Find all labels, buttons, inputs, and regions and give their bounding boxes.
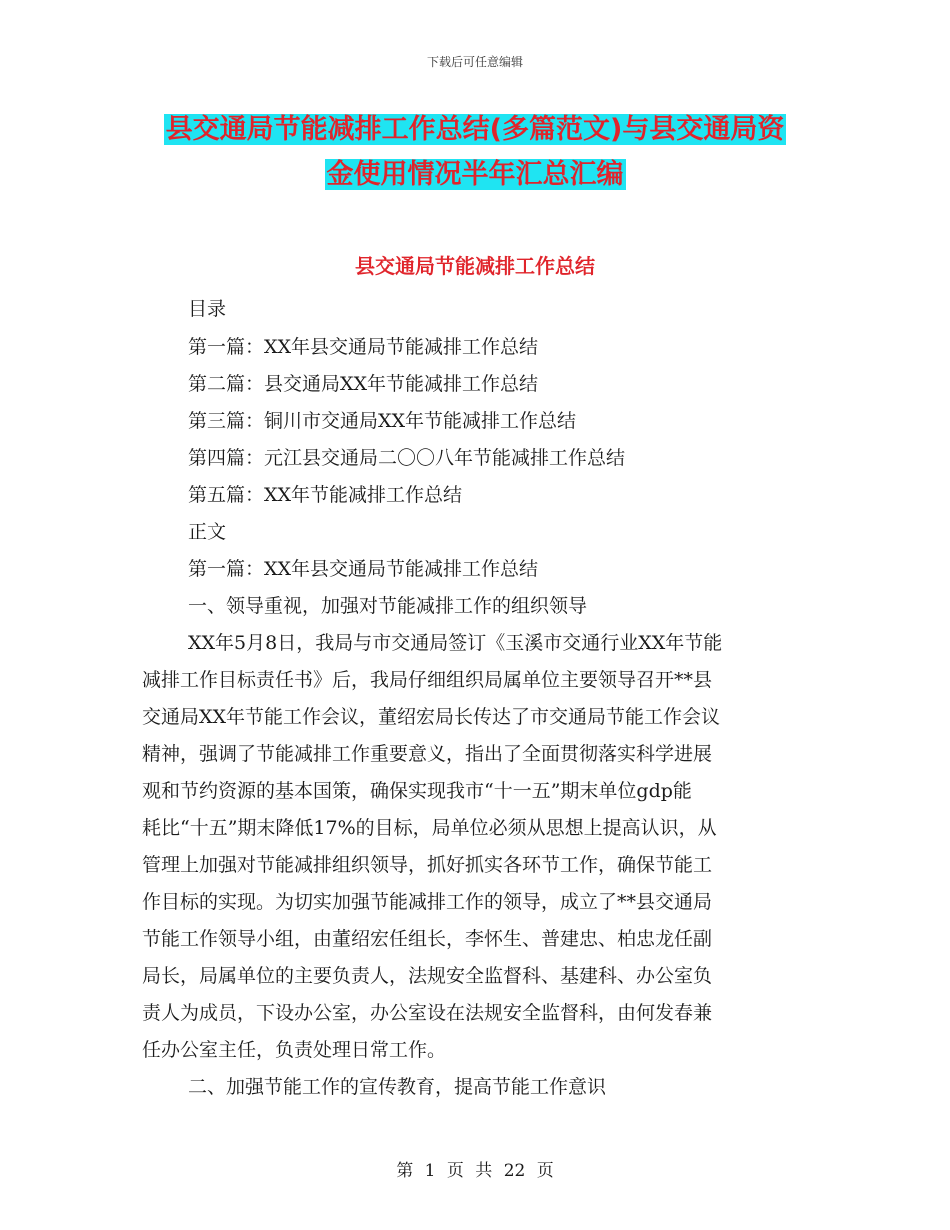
- paragraph-line: 任办公室主任，负责处理日常工作。: [142, 1039, 447, 1061]
- paragraph-line: 作目标的实现。为切实加强节能减排工作的领导，成立了**县交通局: [142, 891, 713, 913]
- toc-item: 第二篇：县交通局XX年节能减排工作总结: [188, 373, 539, 395]
- section-heading: 二、加强节能工作的宣传教育，提高节能工作意识: [188, 1076, 607, 1098]
- paragraph-line: 管理上加强对节能减排组织领导，抓好抓实各环节工作，确保节能工: [142, 854, 713, 876]
- paragraph-line: 局长，局属单位的主要负责人，法规安全监督科、基建科、办公室负: [142, 965, 713, 987]
- paragraph-line: XX年5月8日，我局与市交通局签订《玉溪市交通行业XX年节能: [188, 632, 723, 654]
- paragraph-line: 耗比“十五”期末降低17%的目标，局单位必须从思想上提高认识，从: [142, 817, 717, 839]
- header-note: 下载后可任意编辑: [426, 55, 523, 69]
- toc-item: 第四篇：元江县交通局二〇〇八年节能减排工作总结: [188, 447, 626, 469]
- body-heading: 正文: [188, 521, 227, 543]
- document-title-line-2: 金使用情况半年汇总汇编: [326, 159, 624, 190]
- toc-item: 第三篇：铜川市交通局XX年节能减排工作总结: [188, 410, 577, 432]
- toc-heading: 目录: [188, 298, 227, 320]
- paragraph-line: 交通局XX年节能工作会议，董绍宏局长传达了市交通局节能工作会议: [142, 706, 721, 728]
- paragraph-line: 精神，强调了节能减排工作重要意义，指出了全面贯彻落实科学进展: [142, 743, 713, 765]
- paragraph-line: 观和节约资源的基本国策，确保实现我市“十一五”期末单位gdp能: [142, 780, 692, 802]
- page-footer: 第 1 页 共 22 页: [396, 1161, 554, 1181]
- article-title: 第一篇：XX年县交通局节能减排工作总结: [188, 558, 539, 580]
- section-title: 县交通局节能减排工作总结: [355, 254, 595, 278]
- toc-item: 第一篇：XX年县交通局节能减排工作总结: [188, 336, 539, 358]
- section-heading: 一、领导重视，加强对节能减排工作的组织领导: [188, 595, 588, 617]
- paragraph-line: 减排工作目标责任书》后，我局仔细组织局属单位主要领导召开**县: [142, 669, 713, 691]
- paragraph-line: 节能工作领导小组，由董绍宏任组长，李怀生、普建忠、柏忠龙任副: [142, 928, 713, 950]
- paragraph-line: 责人为成员，下设办公室，办公室设在法规安全监督科，由何发春兼: [142, 1002, 713, 1024]
- toc-item: 第五篇：XX年节能减排工作总结: [188, 484, 463, 506]
- document-title-line-1: 县交通局节能减排工作总结(多篇范文)与县交通局资: [165, 114, 785, 145]
